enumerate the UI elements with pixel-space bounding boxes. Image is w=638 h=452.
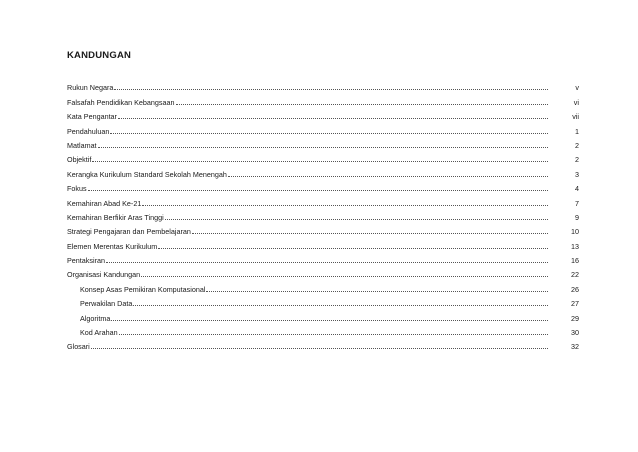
dot-leader: [110, 132, 548, 134]
toc-entry-page-number: 1: [575, 126, 579, 136]
toc-entry-page-number: vii: [572, 112, 579, 122]
toc-entry[interactable]: [67, 208, 579, 222]
dot-leader: [119, 333, 548, 335]
toc-entry-page-number: 30: [571, 328, 579, 338]
toc-entry[interactable]: [67, 136, 579, 150]
toc-entry-label: Glosari: [67, 342, 90, 352]
table-of-contents: [67, 78, 579, 351]
toc-entry[interactable]: [67, 164, 579, 178]
dot-leader: [158, 247, 548, 249]
toc-entry[interactable]: [67, 121, 579, 135]
dot-leader: [165, 218, 548, 220]
toc-entry-page-number: 13: [571, 241, 579, 251]
toc-entry-page-number: 27: [571, 299, 579, 309]
toc-entry[interactable]: [67, 251, 579, 265]
dot-leader: [141, 275, 548, 277]
toc-entry[interactable]: [67, 193, 579, 207]
toc-entry-page-number: 2: [575, 155, 579, 165]
toc-entry-label: Objektif: [67, 155, 92, 165]
toc-entry-page-number: 2: [575, 140, 579, 150]
dot-leader: [88, 189, 548, 191]
toc-entry-label: Pentaksiran: [67, 256, 105, 266]
toc-entry-page-number: 26: [571, 284, 579, 294]
toc-entry-page-number: vi: [573, 97, 579, 107]
dot-leader: [118, 117, 548, 119]
toc-entry[interactable]: [67, 236, 579, 250]
toc-entry-label: Kemahiran Berfikir Aras Tinggi: [67, 212, 164, 222]
toc-entry-page-number: 22: [571, 270, 579, 280]
toc-entry-label: Pendahuluan: [67, 126, 110, 136]
toc-entry-label: Konsep Asas Pemikiran Komputasional: [80, 284, 206, 294]
toc-entry[interactable]: [67, 279, 579, 293]
dot-leader: [206, 290, 548, 292]
toc-entry[interactable]: [67, 337, 579, 351]
dot-leader: [192, 232, 548, 234]
toc-entry-label: Falsafah Pendidikan Kebangsaan: [67, 97, 175, 107]
toc-entry-label: Kata Pengantar: [67, 112, 117, 122]
dot-leader: [98, 146, 548, 148]
toc-entry-label: Kod Arahan: [80, 328, 118, 338]
toc-entry-page-number: 9: [575, 212, 579, 222]
toc-entry-label: Algoritma: [80, 313, 111, 323]
dot-leader: [114, 88, 548, 90]
toc-entry[interactable]: [67, 78, 579, 92]
toc-entry-label: Kerangka Kurikulum Standard Sekolah Menengah: [67, 169, 227, 179]
toc-entry-page-number: v: [575, 83, 579, 93]
toc-entry-label: Elemen Merentas Kurikulum: [67, 241, 158, 251]
toc-entry-label: Fokus: [67, 184, 87, 194]
dot-leader: [176, 103, 549, 105]
page-title: KANDUNGAN: [67, 50, 132, 61]
toc-entry[interactable]: [67, 107, 579, 121]
dot-leader: [142, 204, 548, 206]
dot-leader: [92, 160, 548, 162]
toc-entry[interactable]: [67, 179, 579, 193]
toc-entry-page-number: 32: [571, 342, 579, 352]
toc-entry[interactable]: [67, 265, 579, 279]
toc-entry-label: Matlamat: [67, 140, 97, 150]
toc-entry-page-number: 7: [575, 198, 579, 208]
toc-entry[interactable]: [67, 222, 579, 236]
toc-entry-page-number: 16: [571, 256, 579, 266]
toc-entry[interactable]: [67, 308, 579, 322]
dot-leader: [111, 319, 548, 321]
toc-entry-page-number: 4: [575, 184, 579, 194]
dot-leader: [91, 347, 548, 349]
toc-entry-label: Strategi Pengajaran dan Pembelajaran: [67, 227, 191, 237]
dot-leader: [106, 261, 548, 263]
toc-entry-label: Rukun Negara: [67, 83, 114, 93]
toc-entry[interactable]: [67, 294, 579, 308]
toc-entry[interactable]: [67, 150, 579, 164]
toc-entry-page-number: 10: [571, 227, 579, 237]
dot-leader: [133, 304, 548, 306]
dot-leader: [228, 175, 548, 177]
toc-entry-page-number: 3: [575, 169, 579, 179]
toc-entry[interactable]: [67, 323, 579, 337]
toc-entry-label: Kemahiran Abad Ke-21: [67, 198, 142, 208]
toc-entry-label: Perwakilan Data: [80, 299, 133, 309]
toc-entry-label: Organisasi Kandungan: [67, 270, 141, 280]
toc-entry-page-number: 29: [571, 313, 579, 323]
toc-entry[interactable]: [67, 92, 579, 106]
